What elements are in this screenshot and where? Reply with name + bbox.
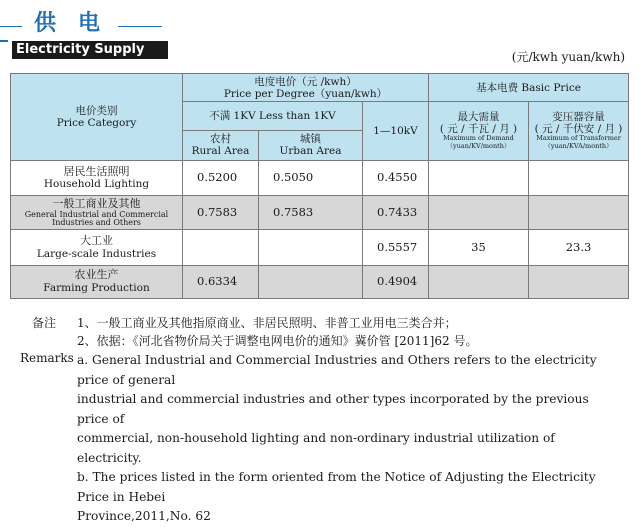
header-rule-right: [118, 8, 162, 27]
cell-1-10kv: 0.4550: [363, 160, 429, 195]
cell-1-10kv: 0.5557: [363, 230, 429, 265]
row-label-farming: 农业生产 Farming Production: [11, 265, 183, 298]
cell-urban: 0.5050: [259, 160, 363, 195]
header-accent-line: [0, 40, 8, 42]
cell-demand: [429, 196, 529, 230]
row-label-general-industrial: 一般工商业及其他 General Industrial and Commercial Industries and Others: [11, 196, 183, 230]
cell-rural: 0.6334: [183, 265, 259, 298]
cell-rural: [183, 230, 259, 265]
cell-transformer: [529, 196, 629, 230]
table-row: [11, 265, 629, 298]
header-basic-price: 基本电费 Basic Price: [429, 74, 629, 102]
table-row: [11, 160, 629, 195]
cell-urban: [259, 230, 363, 265]
cell-urban: 0.7583: [259, 196, 363, 230]
header-price-per-degree: 电度电价（元 /kwh） Price per Degree（yuan/kwh）: [183, 74, 429, 102]
cell-1-10kv: 0.4904: [363, 265, 429, 298]
remark-b-line: b. The prices listed in the form oriented from the Notice of Adjusting the Electricity Price in Hebei: [77, 470, 596, 504]
cell-rural: 0.7583: [183, 196, 259, 230]
cell-rural: 0.5200: [183, 160, 259, 195]
cell-transformer: [529, 160, 629, 195]
cell-urban: [259, 265, 363, 298]
row-label-large-scale: 大工业 Large-scale Industries: [11, 230, 183, 265]
remarks-english: [77, 351, 622, 527]
header-max-demand: 最大需量 ( 元 / 千瓦 / 月 ) Maximum of Demand （yuan/KV/month）: [429, 102, 529, 161]
cell-transformer: [529, 265, 629, 298]
remarks-label-cn: 备注: [32, 316, 57, 330]
header-1-10kv: 1—10kV: [363, 102, 429, 161]
remark-b-line: Province,2011,No. 62: [77, 509, 211, 523]
remarks-label-en: Remarks: [20, 351, 74, 365]
unit-label: (元/kwh yuan/kwh): [511, 50, 625, 64]
cell-demand: [429, 160, 529, 195]
header-urban-area: 城镇 Urban Area: [259, 130, 363, 160]
remark-a-line: a. General Industrial and Commercial Industries and Others refers to the electricity price of general: [77, 353, 597, 387]
remark-a-line: industrial and commercial industries and other types incorporated by the previous price of: [77, 392, 589, 426]
remark-note-1: 1、一般工商业及其他指原商业、非居民照明、非普工业用电三类合并；: [77, 316, 457, 330]
table-row: [11, 230, 629, 265]
header-rural-area: 农村 Rural Area: [183, 130, 259, 160]
remark-note-2: 2、依据：《河北省物价局关于调整电网电价的通知》冀价管 [2011]62 号。: [77, 334, 478, 348]
section-title-cn: 供电: [34, 11, 123, 36]
row-label-household: 居民生活照明 Household Lighting: [11, 160, 183, 195]
cell-demand: 35: [429, 230, 529, 265]
table-row: [11, 196, 629, 230]
electricity-price-table: [10, 73, 629, 299]
section-title-en: Electricity Supply: [12, 41, 168, 59]
cell-1-10kv: 0.7433: [363, 196, 429, 230]
header-less-than-1kv: 不满 1KV Less than 1KV: [183, 102, 363, 130]
header-transformer-capacity: 变压器容量 ( 元 / 千伏安 / 月 ) Maximum of Transformer （yuan/KVA/month）: [529, 102, 629, 161]
header-rule-left: [0, 8, 22, 27]
cell-demand: [429, 265, 529, 298]
header-price-category: 电价类别 Price Category: [11, 74, 183, 161]
cell-transformer: 23.3: [529, 230, 629, 265]
remark-a-line: commercial, non-household lighting and non-ordinary industrial utilization of electricity.: [77, 431, 555, 465]
